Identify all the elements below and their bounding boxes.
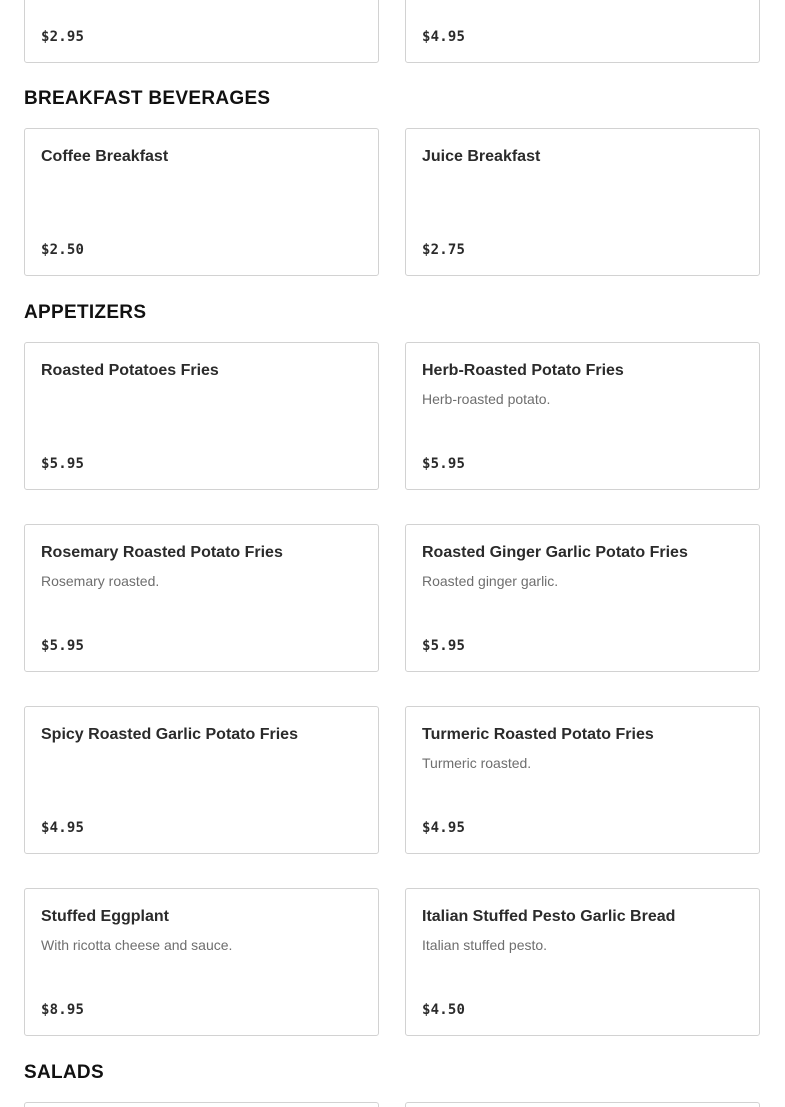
item-price: $4.95	[422, 820, 466, 836]
item-name: Coffee Breakfast	[41, 148, 169, 165]
item-price: $4.95	[422, 29, 466, 45]
item-name: Juice Breakfast	[422, 148, 541, 165]
menu-item-card[interactable]	[24, 342, 379, 490]
menu-item-card[interactable]	[24, 888, 379, 1036]
section-title-appetizers: APPETIZERS	[24, 302, 147, 323]
menu-item-card[interactable]	[405, 888, 760, 1036]
section-title-salads: SALADS	[24, 1062, 104, 1083]
item-name: Stuffed Eggplant	[41, 908, 169, 925]
item-price: $5.95	[422, 456, 466, 472]
menu-item-card[interactable]	[405, 128, 760, 276]
item-description: Italian stuffed pesto.	[422, 937, 548, 953]
item-price: $2.95	[41, 29, 85, 45]
item-price: $5.95	[41, 456, 85, 472]
item-name: Spicy Roasted Garlic Potato Fries	[41, 726, 298, 743]
menu-item-card[interactable]	[405, 0, 760, 63]
menu-item-card[interactable]	[24, 0, 379, 63]
menu-item-card[interactable]	[24, 706, 379, 854]
item-price: $2.75	[422, 242, 466, 258]
item-price: $4.50	[422, 1002, 466, 1018]
menu-item-card[interactable]	[405, 1102, 760, 1107]
menu-item-card[interactable]	[24, 128, 379, 276]
menu-item-card[interactable]	[24, 1102, 379, 1107]
item-price: $8.95	[41, 1002, 85, 1018]
item-name: Herb-Roasted Potato Fries	[422, 362, 624, 379]
item-description: With ricotta cheese and sauce.	[41, 937, 233, 953]
item-price: $5.95	[41, 638, 85, 654]
item-name: Rosemary Roasted Potato Fries	[41, 544, 283, 561]
item-name: Roasted Potatoes Fries	[41, 362, 219, 379]
menu-item-card[interactable]	[405, 524, 760, 672]
item-name: Turmeric Roasted Potato Fries	[422, 726, 654, 743]
menu-item-card[interactable]	[405, 706, 760, 854]
item-description: Rosemary roasted.	[41, 573, 160, 589]
item-price: $4.95	[41, 820, 85, 836]
menu-item-card[interactable]	[405, 342, 760, 490]
item-description: Herb-roasted potato.	[422, 391, 551, 407]
item-price: $2.50	[41, 242, 85, 258]
menu-item-card[interactable]	[24, 524, 379, 672]
section-title-breakfast-beverages: BREAKFAST BEVERAGES	[24, 88, 271, 109]
item-description: Roasted ginger garlic.	[422, 573, 559, 589]
item-description: Turmeric roasted.	[422, 755, 532, 771]
item-name: Roasted Ginger Garlic Potato Fries	[422, 544, 688, 561]
item-price: $5.95	[422, 638, 466, 654]
item-name: Italian Stuffed Pesto Garlic Bread	[422, 908, 676, 925]
